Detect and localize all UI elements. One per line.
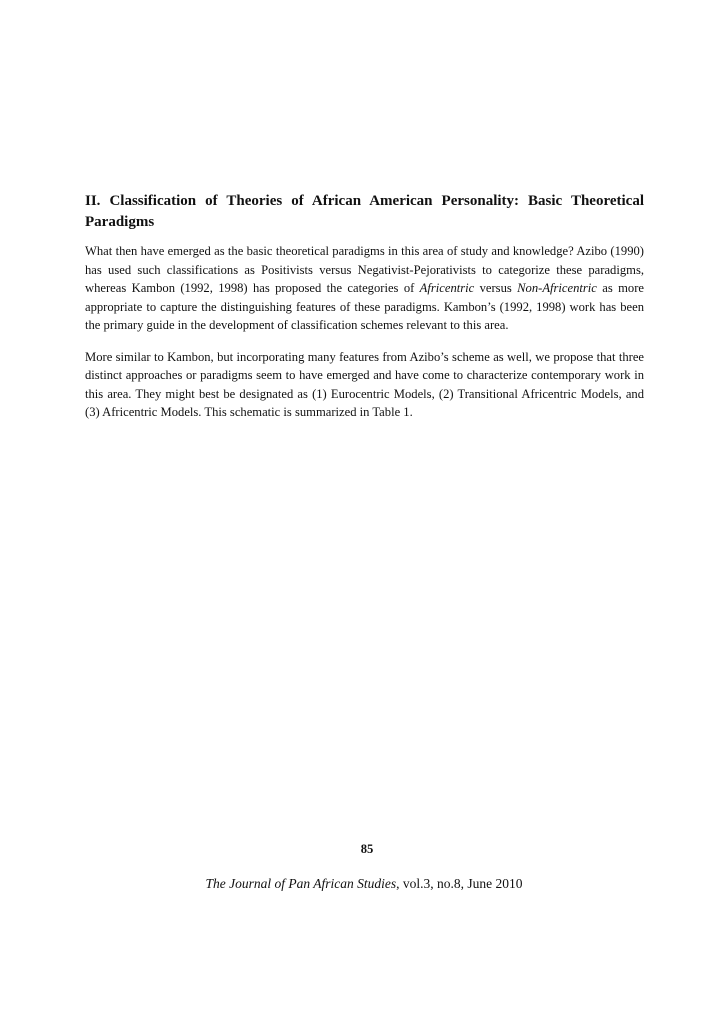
paragraph-1-text-a: What then have emerged as the basic theoretical paradigms in this area of study and knowledge? Azibo (1990) has used such classifications as Positivists versus Negativist-Pejorativists to categorize these paradigms, whereas Kambon (1992, 1998) has proposed the categories of bbox=[85, 244, 644, 295]
article-body bbox=[85, 191, 644, 435]
journal-name: The Journal of Pan African Studies bbox=[205, 876, 397, 891]
page-number: 85 bbox=[360, 842, 374, 856]
journal-details: , vol.3, no.8, June 2010 bbox=[396, 876, 523, 891]
paragraph-1-text-b: versus bbox=[474, 281, 518, 295]
term-africentric: Africentric bbox=[419, 281, 475, 295]
paragraph-1-text-c: as more appropriate to capture the distinguishing features of these paradigms. Kambon’s (1992, 1998) work has been the primary guide in the development of classification schemes relevant to this area. bbox=[85, 281, 644, 332]
term-non-africentric: Non-Africentric bbox=[517, 281, 597, 295]
section-heading: II. Classification of Theories of African American Personality: Basic Theoretical Paradigms bbox=[85, 193, 644, 230]
paragraph-1 bbox=[85, 242, 644, 335]
journal-footer bbox=[0, 876, 728, 892]
paragraph-2: More similar to Kambon, but incorporating many features from Azibo’s scheme as well, we propose that three distinct approaches or paradigms seem to have emerged and have come to characterize contemporary work in this area. They might best be designated as (1) Eurocentric Models, (2) Transitional Africentric Models, and (3) Africentric Models. This schematic is summarized in Table 1. bbox=[85, 349, 644, 419]
